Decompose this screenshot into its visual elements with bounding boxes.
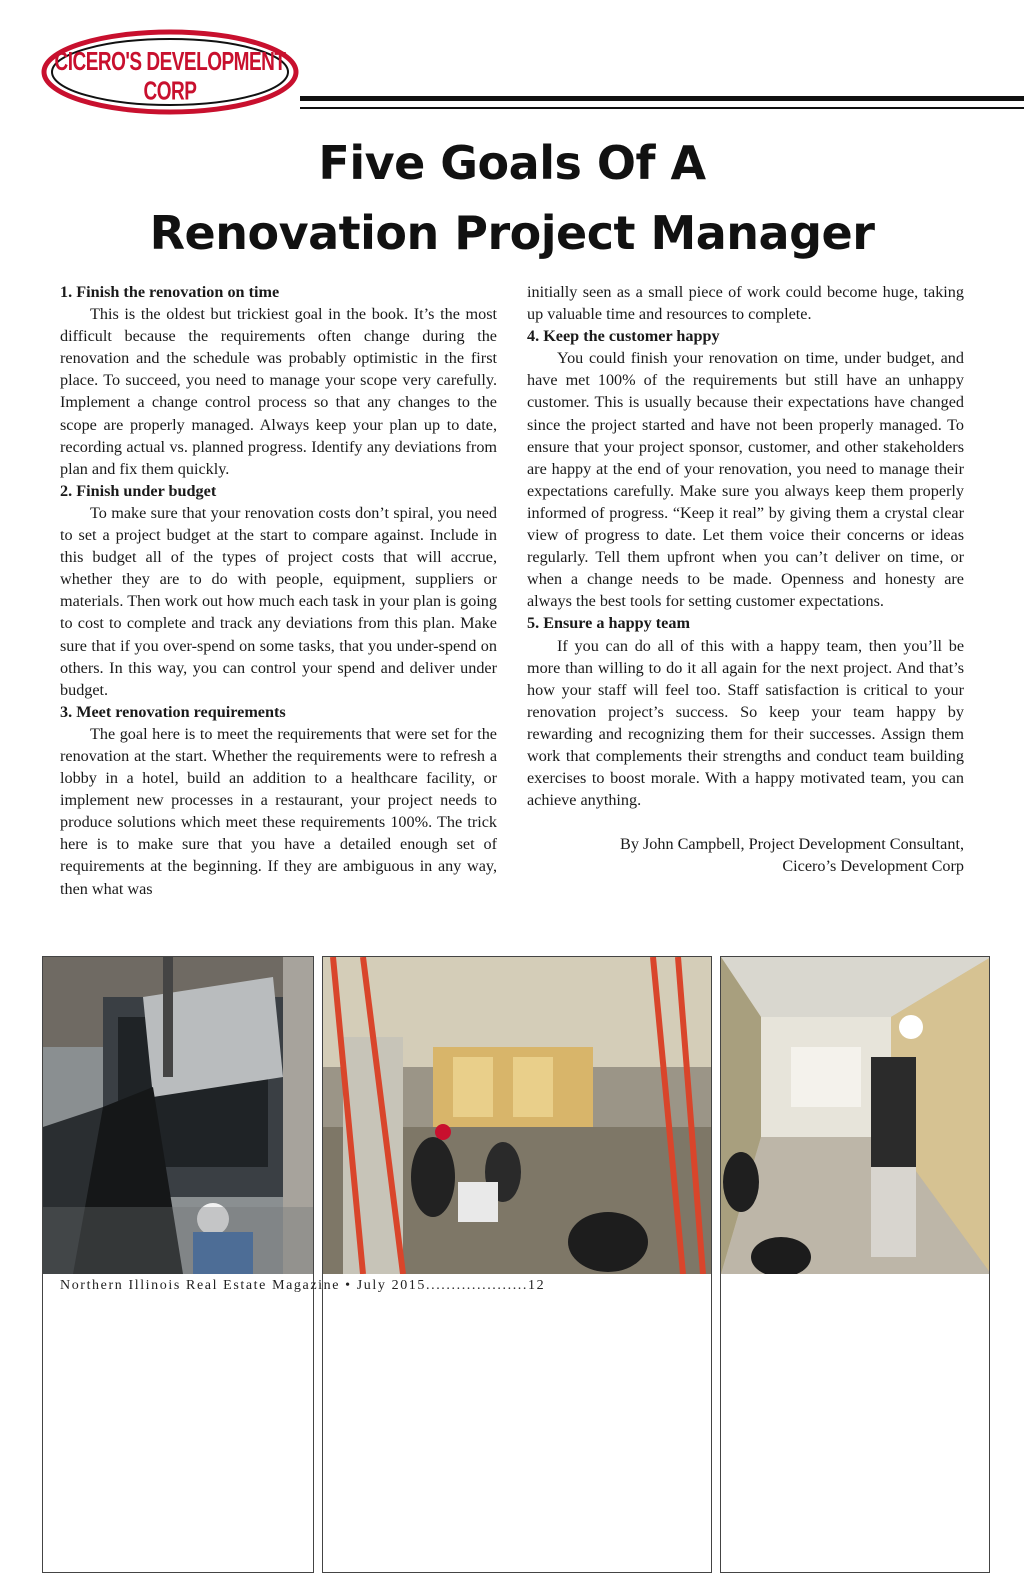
- right-column: [527, 281, 964, 877]
- photo-ceiling-ductwork: [42, 956, 314, 1573]
- section-body-4: You could finish your renovation on time, under budget, and have met 100% of the requirements but still have an unhappy customer. This is usually because their expectations have changed since the project started and have not been properly managed. To ensure that your project sponsor, customer, and other stakeholders are happy at the end of your renovation, you need to manage their expectations carefully. Make sure you always keep them properly informed of progress. “Keep it real” by giving them a crystal clear view of progress to date. Let them voice their concerns or ideas regularly. Tell them upfront when you can’t deliver on time, or when a change needs to be made. Openness and honesty are always the best tools for setting customer expectations.: [527, 349, 964, 611]
- header-rule-thin: [300, 107, 1024, 109]
- section-body-1: This is the oldest but trickiest goal in the book. It’s the most difficult because the requirements often change during the renovation and the schedule was probably optimistic in the first place. To succeed, you need to manage your scope very carefully. Implement a change control process so that any changes to the scope are properly managed. Always keep your plan up to date, recording actual vs. planned progress. Identify any deviations from plan and fix them quickly.: [60, 305, 497, 478]
- article-title-line-1: Five Goals Of A: [318, 136, 706, 190]
- section-heading-1: 1. Finish the renovation on time: [60, 283, 280, 301]
- photo-hallway-work: [720, 956, 990, 1573]
- section-heading-4: 4. Keep the customer happy: [527, 327, 720, 346]
- section-body-3: The goal here is to meet the requirements that were set for the renovation at the start. Whether the requirements were to refresh a lobby in a hotel, build an addition to a healthcare facility, or implement new processes in a restaurant, your project needs to produce solutions which meet these requirements 100%. The trick here is to make sure that you have a detailed enough set of requirements at the beginning. If they are ambiguous in any way, then what was: [60, 724, 497, 898]
- section-body-3-continued: initially seen as a small piece of work could become huge, taking up valuable time and resources to complete.: [527, 283, 964, 324]
- byline: [527, 833, 964, 877]
- logo-text: CICERO'S DEVELOPMENT CORP: [54, 48, 286, 107]
- section-body-5: If you can do all of this with a happy team, then you’ll be more than willing to do it all again for the next project. And that’s how your staff will feel too. Staff satisfaction is critical to your renovation project’s success. So keep your team happy by rewarding and recognizing them for their successes. Assign them work that complements their strengths and conduct team building exercises to boost morale. With a happy motivated team, you can achieve anything.: [527, 636, 964, 810]
- photo-interior-renovation: [322, 956, 712, 1573]
- company-logo: [40, 26, 300, 118]
- left-column: [60, 281, 497, 900]
- byline-company: Cicero’s Development Corp: [782, 857, 964, 876]
- page-footer: Northern Illinois Real Estate Magazine • July 2015....................12: [60, 1278, 546, 1293]
- section-heading-3: 3. Meet renovation requirements: [60, 702, 286, 721]
- section-body-2: To make sure that your renovation costs don’t spiral, you need to set a project budget at the start to compare against. Include in this budget all of the types of project costs that will accrue, whether they are to do with people, equipment, suppliers or materials. Then work out how much each task in your plan is going to cost to complete and track any deviations from this plan. Make sure that if you over-spend on some tasks, that you under-spend on others. In this way, you can control your spend and deliver under budget.: [60, 503, 497, 699]
- article-title-line-2: Renovation Project Manager: [149, 206, 875, 260]
- section-heading-2: 2. Finish under budget: [60, 481, 217, 500]
- section-heading-5: 5. Ensure a happy team: [527, 614, 690, 633]
- header-rule-thick: [300, 96, 1024, 101]
- byline-author: By John Campbell, Project Development Consultant,: [620, 835, 964, 854]
